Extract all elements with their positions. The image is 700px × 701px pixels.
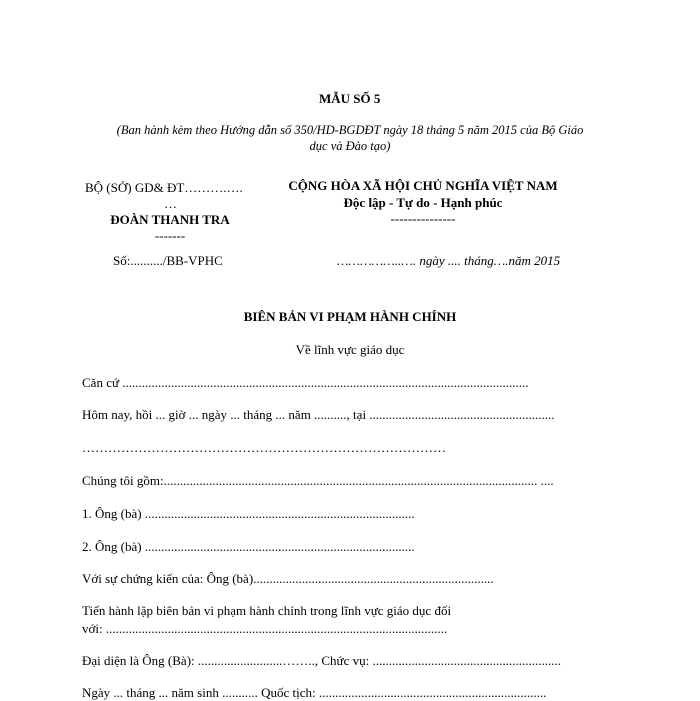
document-title: BIÊN BẢN VI PHẠM HÀNH CHÍNH (243, 309, 457, 324)
basis-line: Căn cứ ............................................................................................................................. (82, 375, 529, 390)
inspection-team: ĐOÀN THANH TRA (110, 212, 230, 227)
place-date: ……………..…. ngày .... tháng….năm 2015 (337, 253, 561, 268)
ministry-line-continuation: … (164, 196, 177, 211)
document-subtitle: Về lĩnh vực giáo dục (295, 342, 405, 357)
person-2-line: 2. Ông (bà) ................................................................................... (82, 539, 415, 554)
representative-line: Đại diện là Ông (Bà): ..........................…….., Chức vụ: .......................................................... (82, 653, 561, 668)
issuance-note-line2: dục và Đào tạo) (309, 139, 391, 153)
left-header-rule: ------- (154, 228, 186, 243)
form-code: MẪU SỐ 5 (319, 91, 381, 106)
person-1-line: 1. Ông (bà) ................................................................................... (82, 506, 415, 521)
issuance-note-line1: (Ban hành kèm theo Hướng dẫn số 350/HD-BGDĐT ngày 18 tháng 5 năm 2015 của Bộ Giáo (116, 123, 584, 137)
ministry-line: BỘ (SỞ) GD& ĐT……….…. (85, 180, 243, 195)
right-header-rule: --------------- (390, 211, 456, 226)
proceeding-line-1: Tiến hành lập biên bản vi phạm hành chính trong lĩnh vực giáo dục đối (82, 603, 452, 618)
birth-nationality-line: Ngày ... tháng ... năm sinh ........... Quốc tịch: ...................................................................... (82, 685, 547, 700)
proceeding-line-2: với: ......................................................................................................... (82, 621, 448, 636)
document-number: Số:........../BB-VPHC (113, 253, 223, 268)
dotted-line: ………………………………………………………………………… (82, 440, 446, 455)
country-name: CỘNG HÒA XÃ HỘI CHỦ NGHĨA VIỆT NAM (288, 178, 558, 193)
today-line: Hôm nay, hồi ... giờ ... ngày ... tháng ... năm .........., tại ......................................................... (82, 407, 555, 422)
members-line: Chúng tôi gồm:................................................................................................................... .... (82, 473, 554, 488)
national-motto: Độc lập - Tự do - Hạnh phúc (343, 195, 503, 210)
witness-line: Với sự chứng kiến của: Ông (bà).......................................................................... (82, 571, 494, 586)
